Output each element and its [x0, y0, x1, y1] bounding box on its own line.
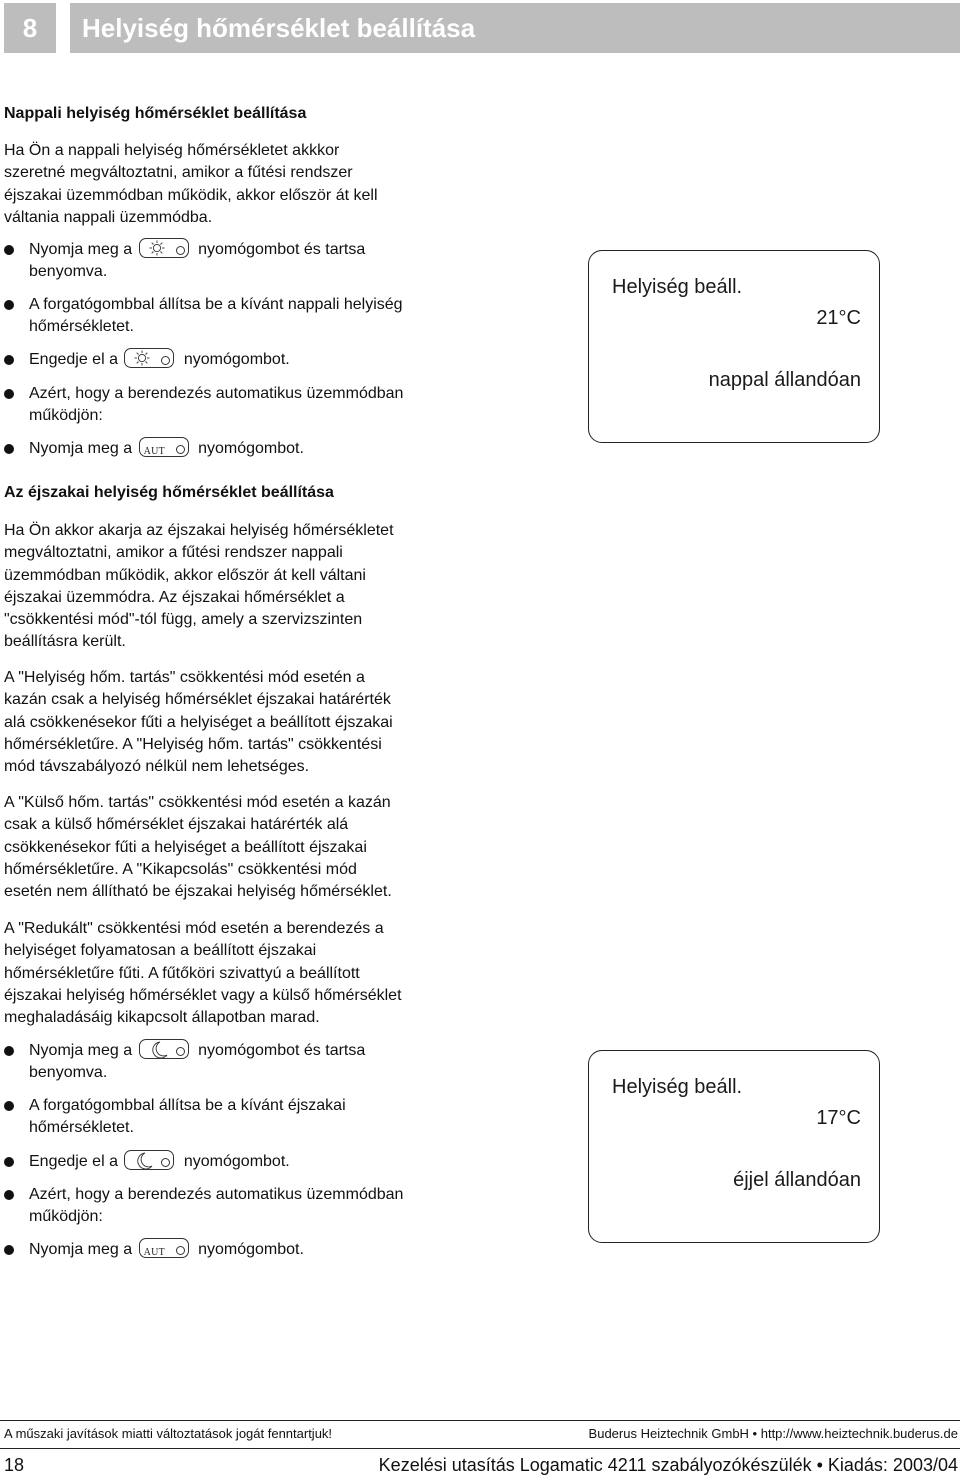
button-indicator	[176, 1246, 185, 1255]
text-line: éjszakai üzemmódban működik, akkor először át kell	[4, 186, 378, 204]
section-day-intro	[4, 140, 378, 229]
aut-button[interactable]	[139, 1238, 189, 1258]
step-text: A forgatógombbal állítsa be a kívánt éjszakai	[29, 1097, 346, 1114]
step-text: működjön:	[29, 1207, 103, 1225]
step-item	[4, 239, 474, 282]
display-panel-night	[588, 1050, 880, 1243]
step-text: nyomógombot és tartsa	[198, 241, 366, 258]
step-item	[4, 438, 474, 460]
text-line: alá csökkenésekor fűti a helyiséget a beállított éjszakai	[4, 713, 393, 731]
display-temperature: 21°C	[816, 307, 861, 329]
bullet-dot	[4, 1101, 14, 1111]
step-item	[4, 383, 474, 426]
text-line: Ha Ön akkor akarja az éjszakai helyiség hőmérsékletet	[4, 522, 394, 539]
step-text: benyomva.	[29, 262, 108, 280]
section-title-night: Az éjszakai helyiség hőmérséklet beállítása	[4, 484, 334, 501]
bullet-dot	[4, 1157, 14, 1167]
text-line: csak a külső hőmérséklet éjszakai határérték alá	[4, 816, 349, 834]
step-text: A forgatógombbal állítsa be a kívánt nappali helyiség	[29, 296, 403, 313]
step-text: nyomógombot.	[183, 351, 290, 368]
paragraph	[4, 792, 392, 903]
text-line: éjszakai üzemmódra. Az éjszakai hőmérséklet a	[4, 588, 345, 606]
text-line: Ha Ön a nappali helyiség hőmérsékletet akkkor	[4, 142, 340, 159]
text-line: A "Külső hőm. tartás" csökkentési mód esetén a kazán	[4, 794, 391, 811]
text-line: váltania nappali üzemmódba.	[4, 208, 213, 226]
bullet-dot	[4, 444, 14, 454]
step-item	[4, 1040, 474, 1083]
chapter-title: Helyiség hőmérséklet beállítása	[70, 3, 960, 53]
step-text: nyomógombot.	[198, 440, 304, 457]
display-temperature: 17°C	[816, 1107, 861, 1129]
display-mode: nappal állandóan	[708, 369, 861, 391]
text-line: kazán csak a helyiség hőmérséklet éjszakai határérték	[4, 691, 391, 709]
step-text: Nyomja meg a	[29, 1042, 133, 1059]
step-text: Nyomja meg a	[29, 440, 133, 457]
button-indicator	[176, 246, 185, 255]
step-text: Engedje el a	[29, 351, 118, 368]
footer-rule-bottom	[0, 1448, 960, 1449]
step-item	[4, 1239, 474, 1261]
step-text: működjön:	[29, 406, 103, 424]
button-indicator	[176, 445, 185, 454]
sun-button[interactable]	[139, 238, 189, 258]
text-line: beállításra került.	[4, 633, 126, 651]
bullet-dot	[4, 1190, 14, 1200]
moon-button[interactable]	[124, 1150, 174, 1170]
chapter-number: 8	[4, 3, 56, 53]
text-line: A "Helyiség hőm. tartás" csökkentési mód esetén a	[4, 669, 365, 686]
display-line-1: Helyiség beáll.	[612, 276, 743, 298]
publication-info: Kezelési utasítás Logamatic 4211 szabályozókészülék • Kiadás: 2003/04	[378, 1455, 958, 1475]
footer-company: Buderus Heiztechnik GmbH • http://www.heiztechnik.buderus.de	[588, 1426, 958, 1441]
paragraph	[4, 520, 394, 654]
step-item	[4, 1151, 474, 1173]
bullet-dot	[4, 355, 14, 365]
display-line-1: Helyiség beáll.	[612, 1076, 743, 1098]
footer-rule-top	[0, 1420, 960, 1421]
text-line: meghaladásáig kikapcsolt állapotban marad.	[4, 1009, 320, 1027]
step-text: Nyomja meg a	[29, 241, 133, 258]
text-line: "csökkentési mód"-tól függ, amely a szervizszinten	[4, 611, 363, 629]
text-line: csökkenésekor fűti a helyiséget a beállított éjszakai	[4, 838, 367, 856]
text-line: hőmérsékletűre. A "Helyiség hőm. tartás" csökkentési	[4, 735, 382, 753]
step-text: nyomógombot.	[198, 1241, 304, 1258]
bullet-dot	[4, 245, 14, 255]
step-text: Azért, hogy a berendezés automatikus üzemmódban	[29, 1186, 404, 1203]
bullet-dot	[4, 300, 14, 310]
page-number: 18	[4, 1455, 25, 1475]
text-line: hőmérsékletűre fűti. A fűtőköri szivattyú a beállított	[4, 964, 360, 982]
paragraph	[4, 667, 393, 778]
text-line: A "Redukált" csökkentési mód esetén a berendezés a	[4, 920, 384, 937]
display-mode: éjjel állandóan	[733, 1169, 861, 1191]
text-line: szeretné megváltoztatni, amikor a fűtési rendszer	[4, 164, 353, 182]
paragraph	[4, 918, 402, 1029]
bullet-dot	[4, 389, 14, 399]
aut-button[interactable]	[139, 437, 189, 457]
display-panel-day	[588, 250, 880, 443]
step-text: Azért, hogy a berendezés automatikus üzemmódban	[29, 385, 404, 402]
bullet-dot	[4, 1245, 14, 1255]
text-line: megváltoztatni, amikor a fűtési rendszer nappali	[4, 544, 343, 562]
aut-label: AUT	[143, 446, 166, 458]
step-text: Nyomja meg a	[29, 1241, 133, 1258]
step-text: hőmérsékletet.	[29, 317, 134, 335]
text-line: éjszakai helyiség hőmérséklet vagy a külső hőmérséklet	[4, 986, 402, 1004]
button-indicator	[176, 1047, 185, 1056]
bullet-dot	[4, 1046, 14, 1056]
text-line: hőmérsékletűre. A "Kikapcsolás" csökkentési mód	[4, 860, 357, 878]
step-text: nyomógombot.	[183, 1153, 290, 1170]
step-text: benyomva.	[29, 1063, 108, 1081]
moon-button[interactable]	[139, 1039, 189, 1059]
text-line: üzemmódban működik, akkor először át kell váltani	[4, 566, 366, 584]
step-item	[4, 1095, 474, 1138]
step-text: Engedje el a	[29, 1153, 118, 1170]
sun-button[interactable]	[124, 348, 174, 368]
section-title-day: Nappali helyiség hőmérséklet beállítása	[4, 105, 307, 122]
aut-label: AUT	[143, 1247, 166, 1259]
step-item	[4, 349, 474, 371]
step-item	[4, 294, 474, 337]
text-line: helyiséget folyamatosan a beállított éjszakai	[4, 942, 317, 960]
footer-legal-note: A műszaki javítások miatti változtatások jogát fenntartjuk!	[4, 1426, 333, 1441]
step-text: nyomógombot és tartsa	[198, 1042, 366, 1059]
step-text: hőmérsékletet.	[29, 1118, 134, 1136]
text-line: mód távszabályozó nélkül nem lehetséges.	[4, 758, 310, 776]
text-line: esetén nem állítható be éjszakai helyiség hőmérséklet.	[4, 883, 392, 901]
step-item	[4, 1184, 474, 1227]
